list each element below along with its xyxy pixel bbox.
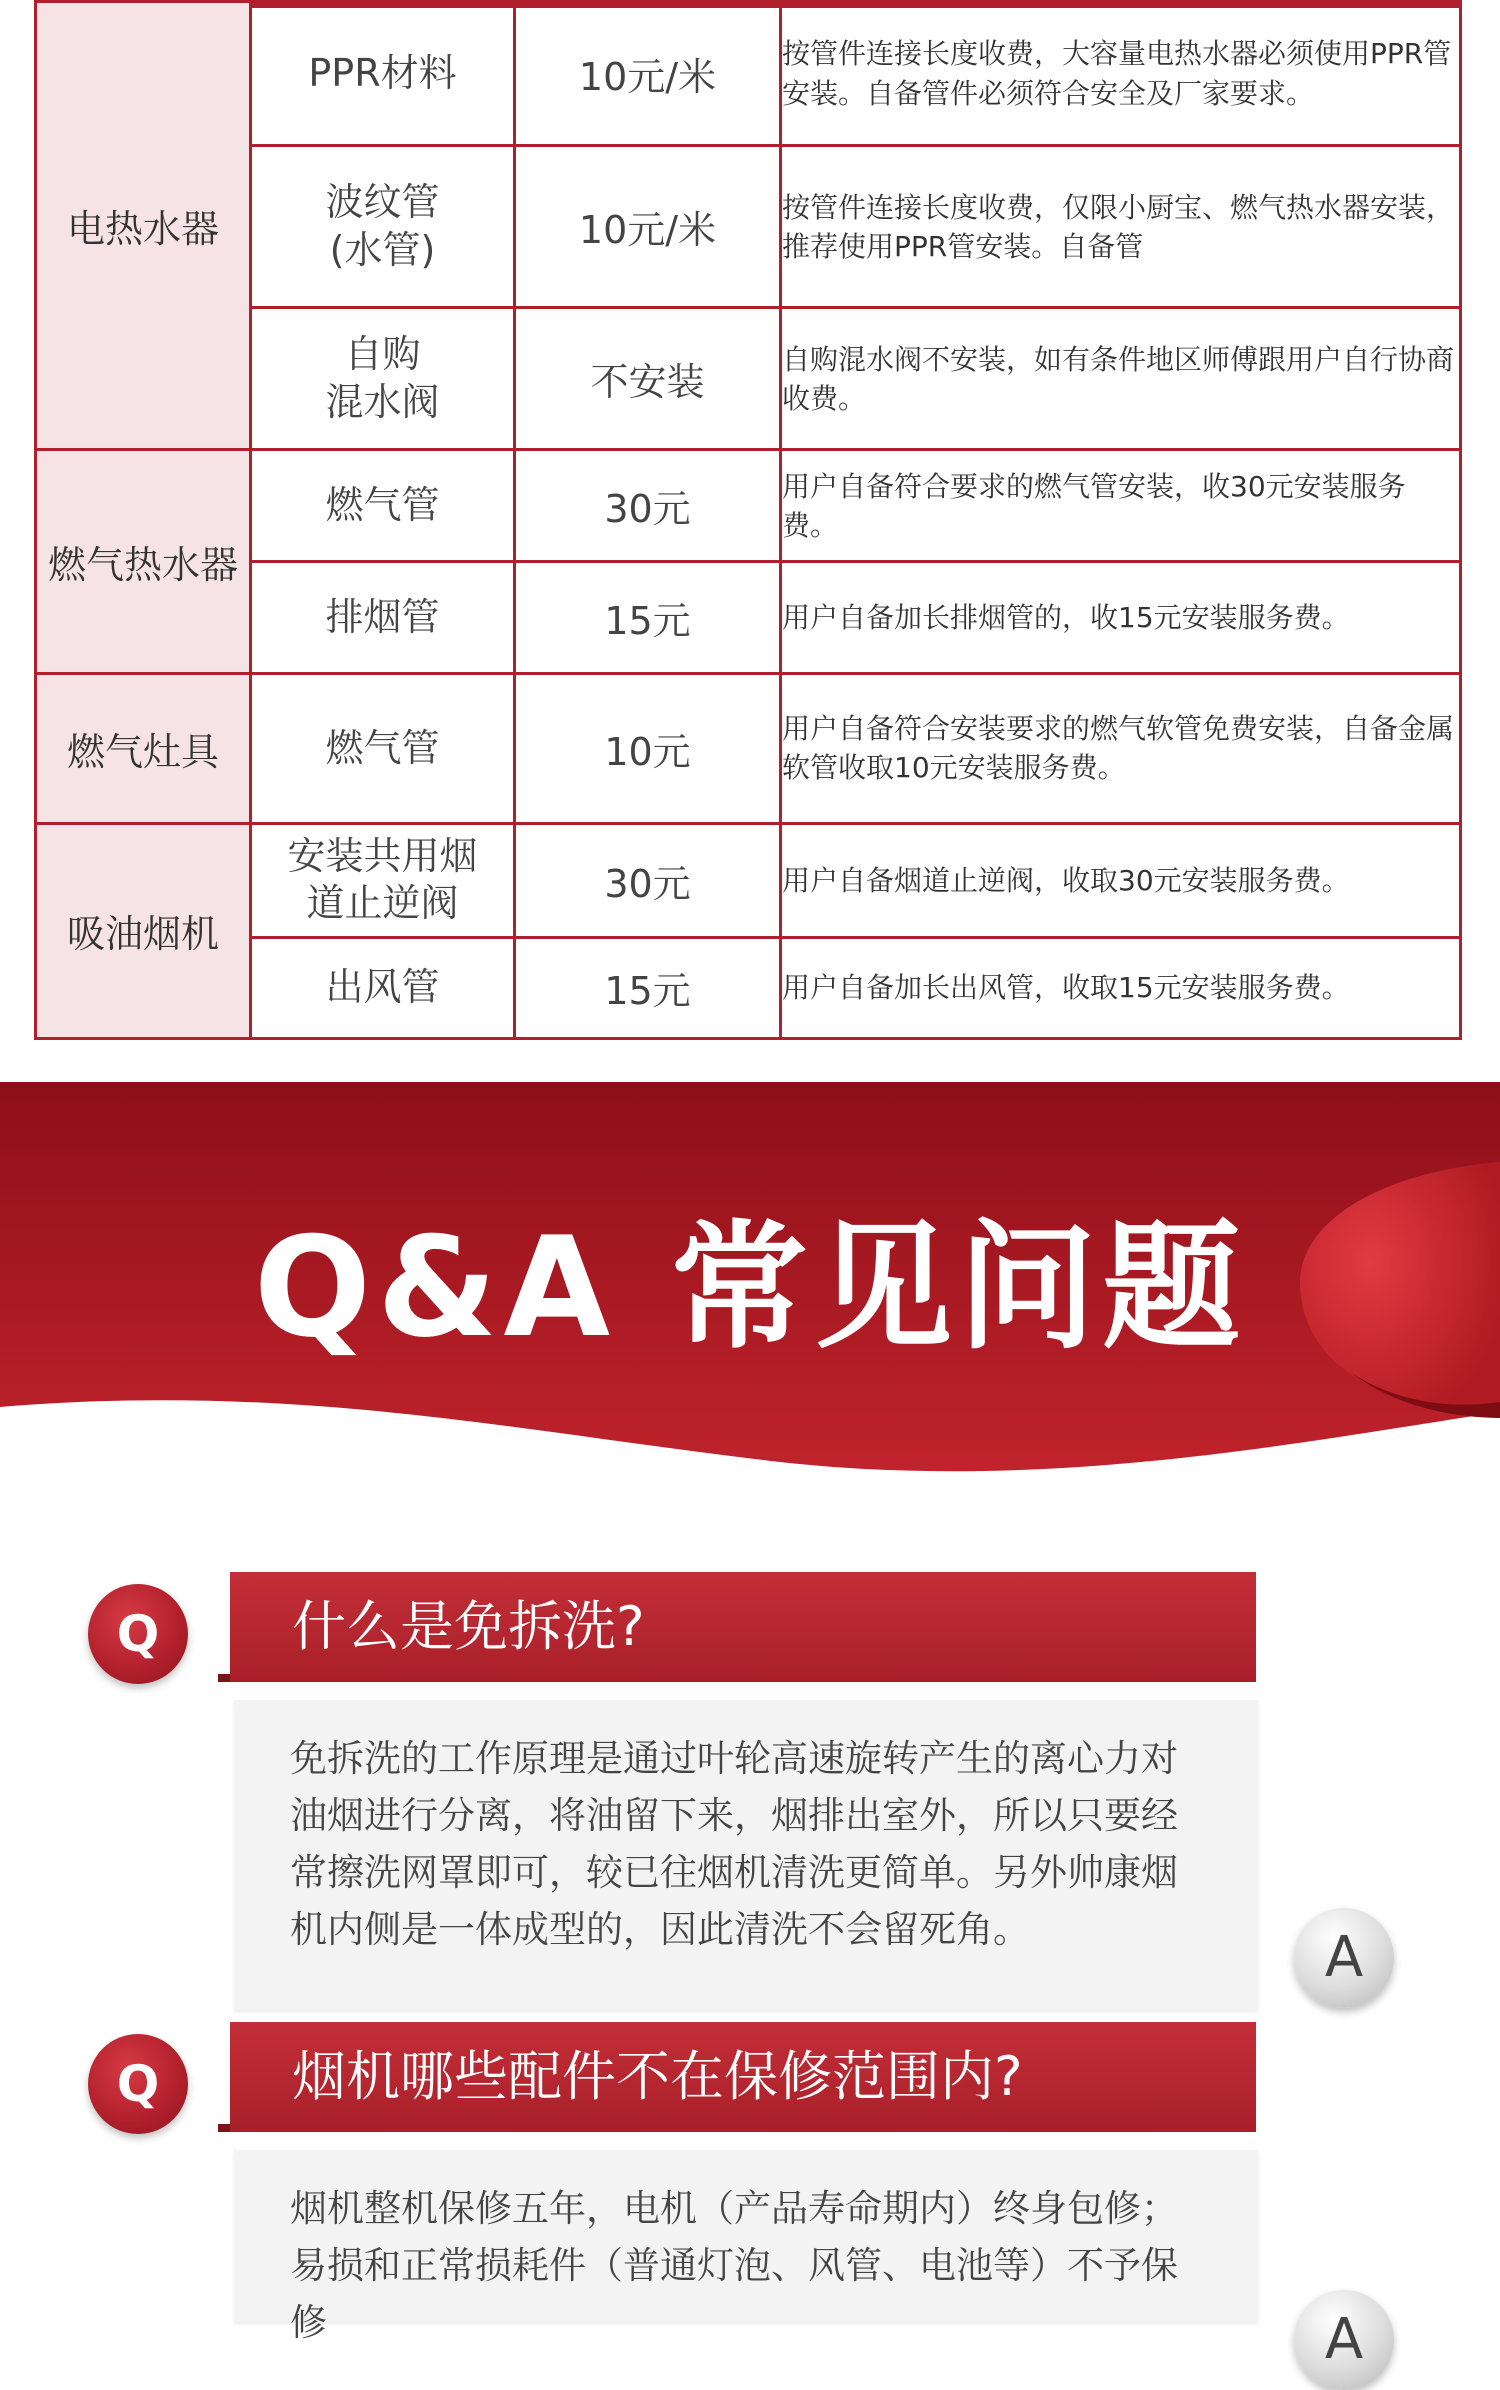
item-cell <box>251 146 515 308</box>
category-cell: 吸油烟机 <box>36 823 251 1038</box>
price-cell: 15元 <box>515 937 781 1039</box>
table-row <box>36 673 1461 823</box>
item-line: 波纹管 <box>325 180 440 225</box>
table-row <box>36 2 1461 146</box>
category-cell: 燃气灶具 <box>36 673 251 823</box>
fee-table <box>34 0 1462 1040</box>
price-cell: 10元/米 <box>515 146 781 308</box>
note-cell: 用户自备加长排烟管的，收15元安装服务费。 <box>781 562 1461 674</box>
note-cell: 用户自备加长出风管，收取15元安装服务费。 <box>781 937 1461 1039</box>
item-cell: PPR材料 <box>251 2 515 146</box>
price-cell: 30元 <box>515 823 781 937</box>
item-cell: 燃气管 <box>251 450 515 562</box>
item-cell <box>251 308 515 450</box>
item-line: (水管) <box>329 227 436 272</box>
price-cell: 10元 <box>515 673 781 823</box>
price-cell: 30元 <box>515 450 781 562</box>
item-line: 安装共用烟 <box>287 833 478 878</box>
note-cell: 自购混水阀不安装，如有条件地区师傅跟用户自行协商收费。 <box>781 308 1461 450</box>
question-bar: 烟机哪些配件不在保修范围内? <box>230 2022 1256 2132</box>
note-cell: 按管件连接长度收费，大容量电热水器必须使用PPR管安装。自备管件必须符合安全及厂家要求。 <box>781 2 1461 146</box>
qa-banner <box>0 1082 1500 1482</box>
price-cell: 15元 <box>515 562 781 674</box>
item-cell: 出风管 <box>251 937 515 1039</box>
item-cell: 燃气管 <box>251 673 515 823</box>
banner-title: Q&A 常见问题 <box>253 1207 1247 1368</box>
a-badge-icon: A <box>1294 2290 1394 2390</box>
note-cell: 用户自备符合安装要求的燃气软管免费安装，自备金属软管收取10元安装服务费。 <box>781 673 1461 823</box>
item-line: 混水阀 <box>325 379 440 424</box>
item-cell: 排烟管 <box>251 562 515 674</box>
answer-box: 免拆洗的工作原理是通过叶轮高速旋转产生的离心力对油烟进行分离，将油留下来，烟排出室外，所以只要经常擦洗网罩即可，较已往烟机清洗更简单。另外帅康烟机内侧是一体成型的，因此清洗不会留死角。 <box>234 1700 1258 2010</box>
price-cell: 10元/米 <box>515 2 781 146</box>
a-badge-icon: A <box>1294 1908 1394 2008</box>
q-badge-icon: Q <box>88 2034 188 2134</box>
category-cell: 电热水器 <box>36 2 251 450</box>
category-cell: 燃气热水器 <box>36 450 251 673</box>
q-badge-icon: Q <box>88 1584 188 1684</box>
item-line: 自购 <box>344 332 421 377</box>
note-cell: 按管件连接长度收费，仅限小厨宝、燃气热水器安装，推荐使用PPR管安装。自备管 <box>781 146 1461 308</box>
price-cell: 不安装 <box>515 308 781 450</box>
note-cell: 用户自备符合要求的燃气管安装，收30元安装服务费。 <box>781 450 1461 562</box>
table-row <box>36 450 1461 562</box>
item-cell <box>251 823 515 937</box>
answer-box: 烟机整机保修五年，电机（产品寿命期内）终身包修；易损和正常损耗件（普通灯泡、风管、电池等）不予保修 <box>234 2150 1258 2322</box>
note-cell: 用户自备烟道止逆阀，收取30元安装服务费。 <box>781 823 1461 937</box>
table-row <box>36 823 1461 937</box>
item-line: 道止逆阀 <box>306 881 459 926</box>
question-bar: 什么是免拆洗? <box>230 1572 1256 1682</box>
